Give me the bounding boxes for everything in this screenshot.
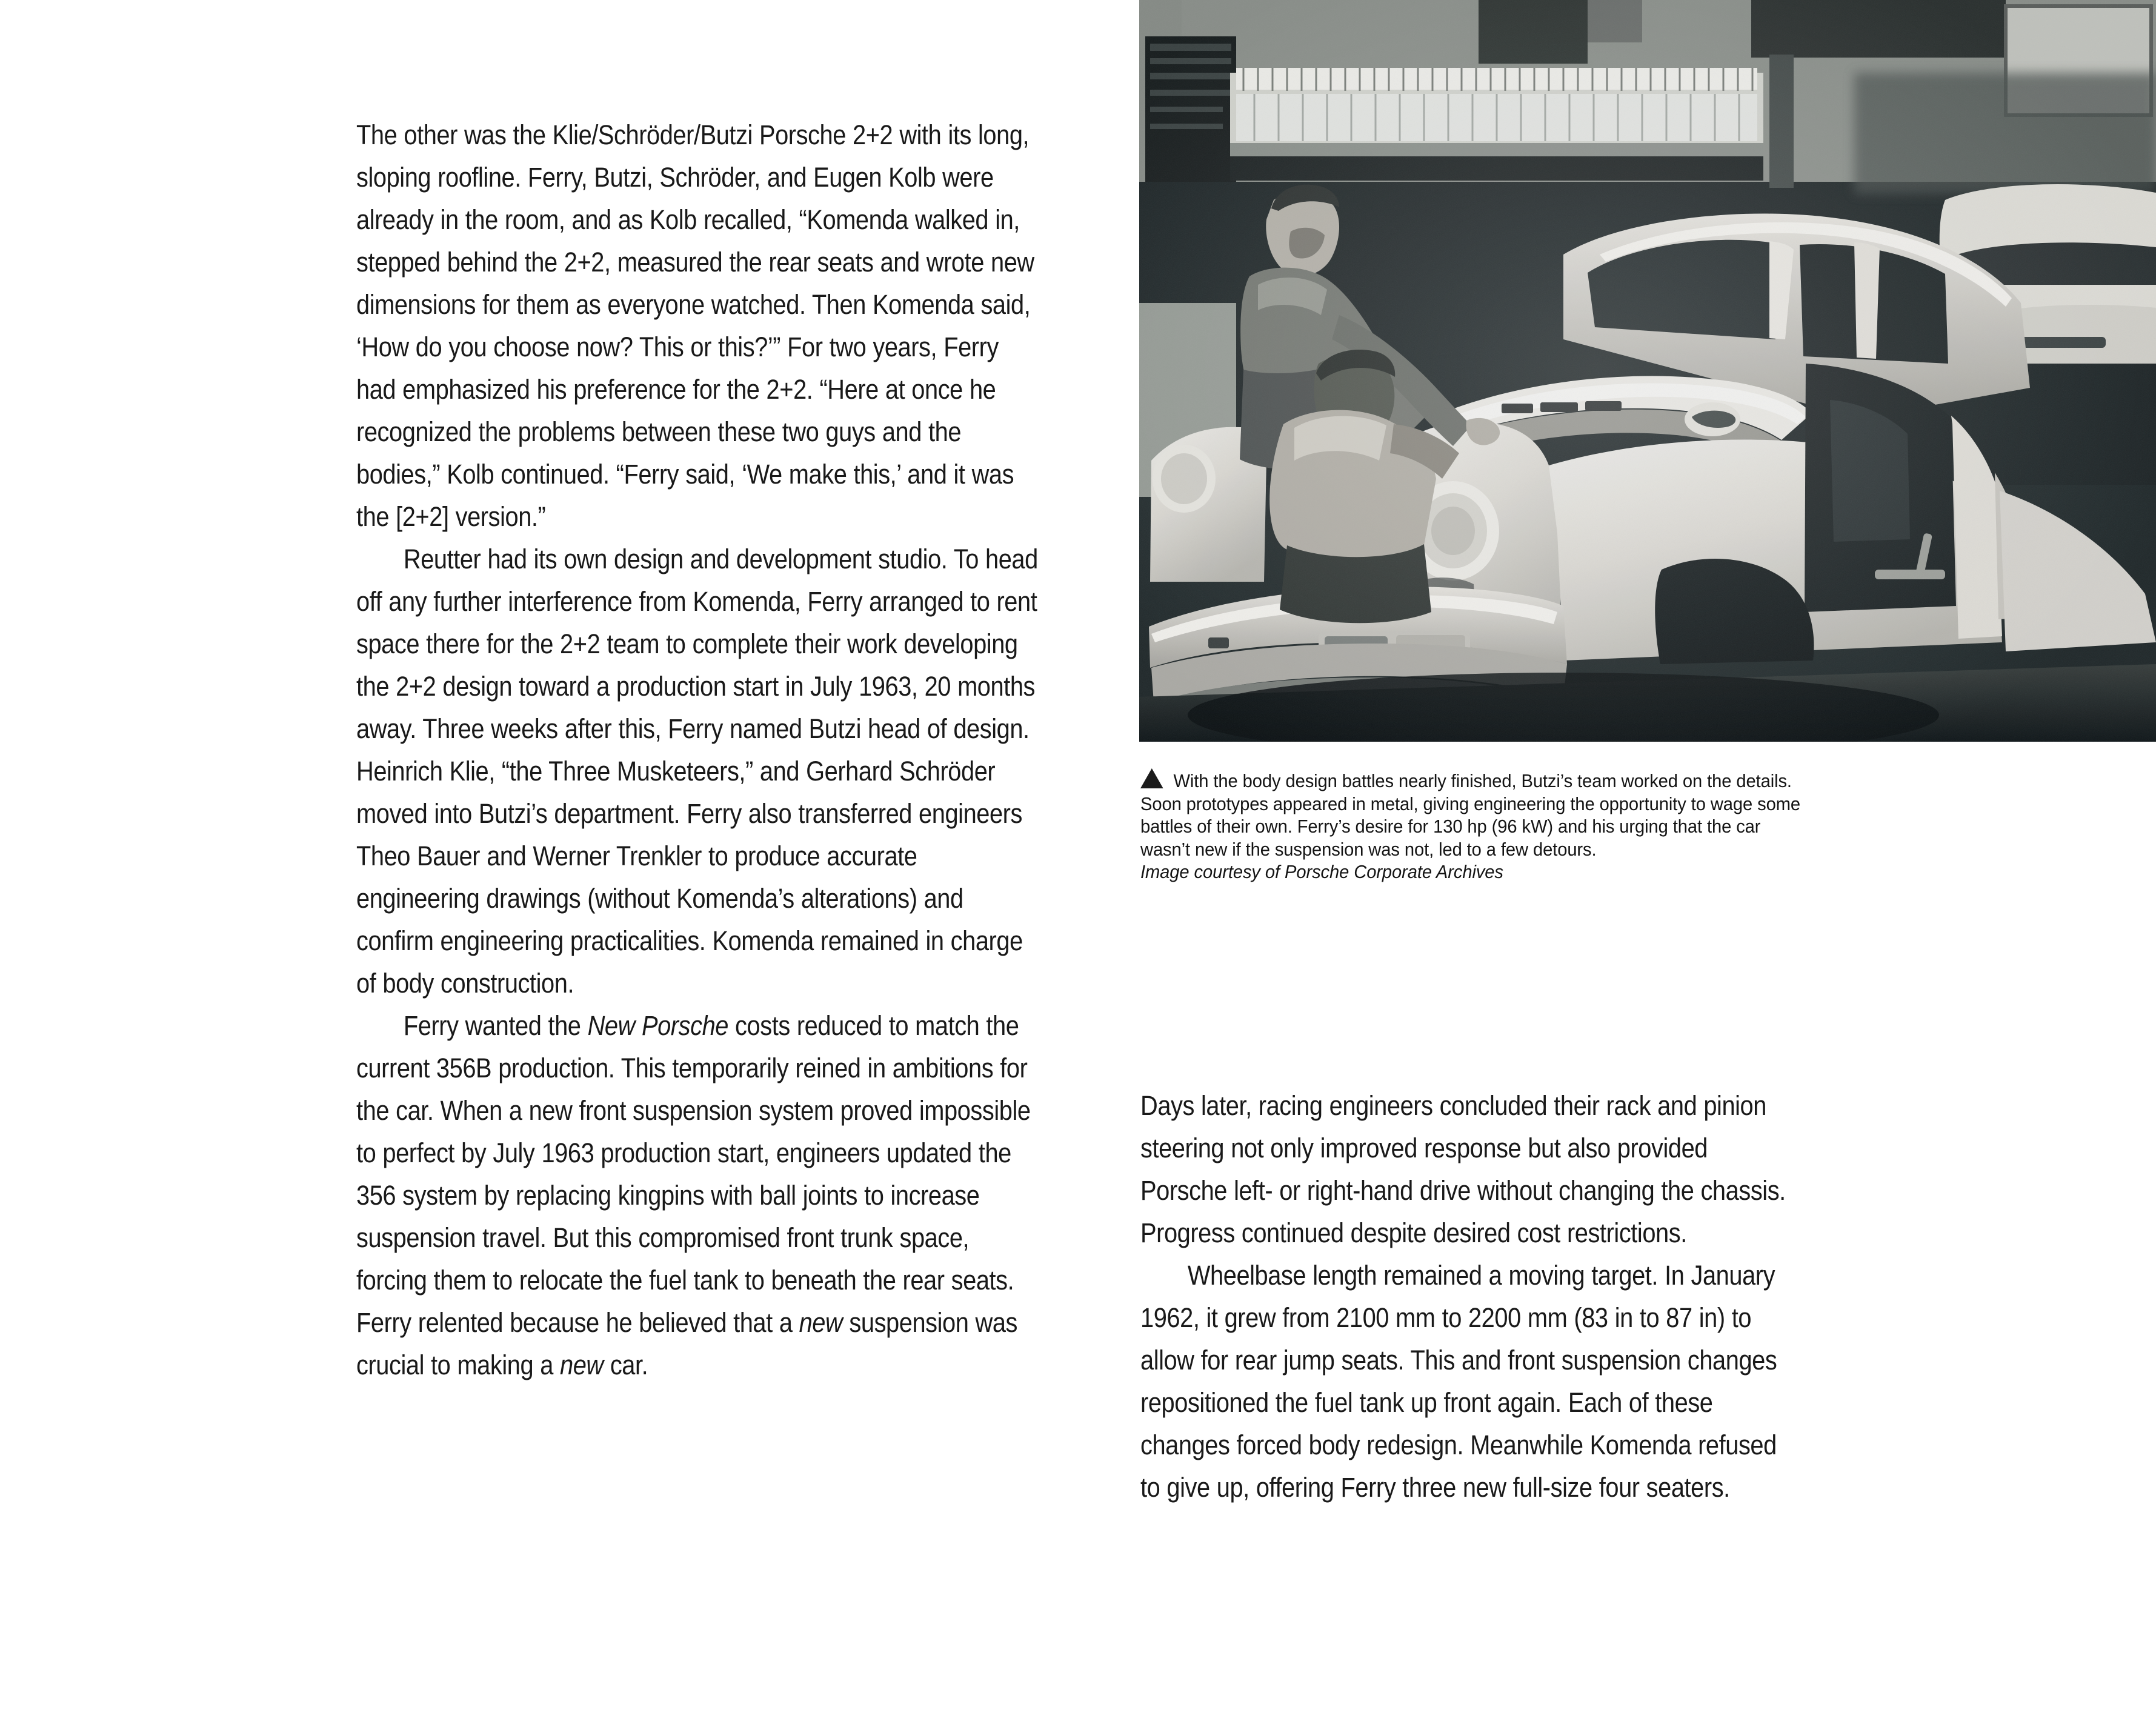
caption-text: With the body design battles nearly finished, Butzi’s team worked on the details. Soon prototypes appeared in metal, giving engineering the opportunity to wage some battles of their own. Ferry’s desire for 130 hp (96 kW) and his urging that the car wasn’t new if the suspension was not, led to a few detours.: [1140, 770, 1801, 860]
body-paragraph: Wheelbase length remained a moving target. In January 1962, it grew from 2100 mm to 2200 mm (83 in to 87 in) to allow for rear jump seats. This and front suspension changes repositioned the fuel tank up front again. Each of these changes forced body redesign. Meanwhile Komenda refused to give up, offering Ferry three new full-size four seaters.: [1140, 1260, 1777, 1503]
body-paragraph: Days later, racing engineers concluded their rack and pinion steering not only improved response but also provided Porsche left- or right-hand drive without changing the chassis. Progress continued despite desired cost restrictions.: [1140, 1090, 1786, 1248]
body-paragraph: The other was the Klie/Schröder/Butzi Porsche 2+2 with its long, sloping roofline. Ferry, Butzi, Schröder, and Eugen Kolb were already in the room, and as Kolb recalled, “Komenda walked in, stepped behind the 2+2, measured the rear seats and wrote new dimensions for them as everyone watched. Then Komenda said, ‘How do you choose now? This or this?’” For two years, Ferry had emphasized his preference for the 2+2. “Here at once he recognized the problems between these two guys and the bodies,” Kolb continued. “Ferry said, ‘We make this,’ and it was the [2+2] version.”: [356, 119, 1034, 532]
left-text-column: [356, 114, 1041, 1386]
photo-artwork: [1139, 0, 2156, 742]
workshop-photograph: [1139, 0, 2156, 742]
triangle-up-icon: [1140, 768, 1163, 788]
body-paragraph: Ferry wanted the New Porsche costs reduced to match the current 356B production. This temporarily reined in ambitions for the car. When a new front suspension system proved impossible to perfect by July 1963 production start, engineers updated the 356 system by replacing kingpins with ball joints to increase suspension travel. But this compromised front trunk space, forcing them to relocate the fuel tank to beneath the rear seats. Ferry relented because he believed that a new suspension was crucial to making a new car.: [356, 1010, 1031, 1380]
caption-credit: Image courtesy of Porsche Corporate Archives: [1140, 861, 1503, 882]
photo-caption: [1140, 768, 1807, 883]
body-paragraph: Reutter had its own design and development studio. To head off any further interference from Komenda, Ferry arranged to rent space there for the 2+2 team to complete their work developing the 2+2 design toward a production start in July 1963, 20 months away. Three weeks after this, Ferry named Butzi head of design. Heinrich Klie, “the Three Musketeers,” and Gerhard Schröder moved into Butzi’s department. Ferry also transferred engineers Theo Bauer and Werner Trenkler to produce accurate engineering drawings (without Komenda’s alterations) and confirm engineering practicalities. Komenda remained in charge of body construction.: [356, 544, 1038, 999]
right-text-column: [1140, 1085, 1801, 1509]
